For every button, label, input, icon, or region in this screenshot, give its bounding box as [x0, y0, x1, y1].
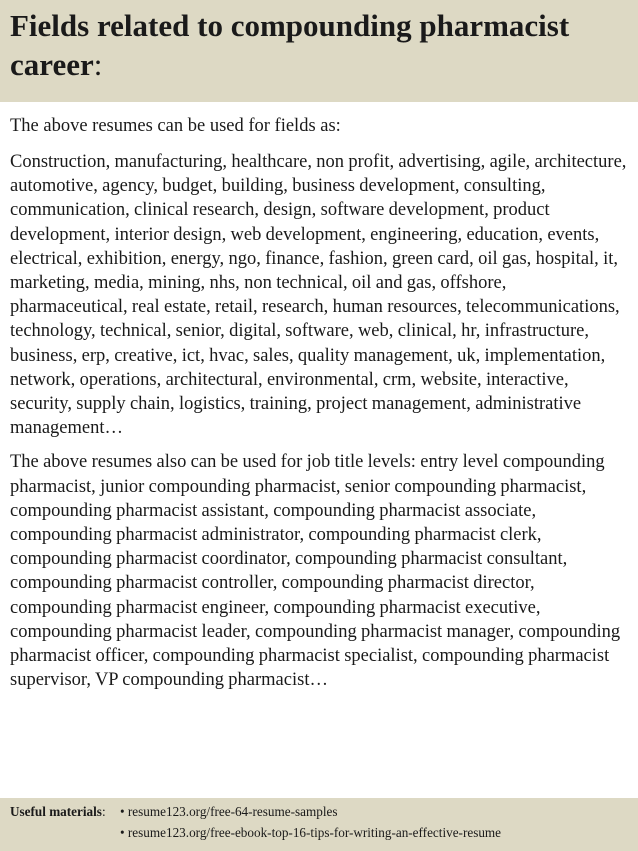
page-title-text: Fields related to compounding pharmacist career [10, 8, 570, 82]
main-content [0, 114, 638, 692]
job-levels-paragraph: The above resumes also can be used for job title levels: entry level compounding pharmacist, junior compounding pharmacist, senior compounding pharmacist, compounding pharmacist assistant, compounding pharmacist associate, compounding pharmacist administrator, compounding pharmacist clerk, compounding pharmacist coordinator, compounding pharmacist consultant, compounding pharmacist controller, compounding pharmacist director, compounding pharmacist engineer, compounding pharmacist executive, compounding pharmacist leader, compounding pharmacist manager, compounding pharmacist officer, compounding pharmacist specialist, compounding pharmacist supervisor, VP compounding pharmacist… [10, 452, 621, 691]
useful-materials-label [10, 801, 120, 822]
page-title [10, 6, 628, 84]
page-title-colon: : [93, 47, 103, 82]
useful-materials-label-colon: : [101, 804, 106, 819]
resource-link-ebook[interactable]: • resume123.org/free-ebook-top-16-tips-for-writing-an-effective-resume [120, 825, 502, 840]
title-band [0, 0, 638, 102]
fields-paragraph: Construction, manufacturing, healthcare, non profit, advertising, agile, architecture, automotive, agency, budget, building, business development, consulting, communication, clinical research, design, software development, product development, interior design, web development, engineering, education, events, electrical, exhibition, energy, ngo, finance, fashion, green card, oil gas, hospital, it, marketing, media, mining, nhs, non technical, oil and gas, offshore, pharmaceutical, real estate, retail, research, human resources, telecommunications, technology, technical, senior, digital, software, web, clinical, hr, infrastructure, business, erp, creative, ict, hvac, sales, quality management, uk, implementation, network, operations, architectural, environmental, crm, website, interactive, security, supply chain, logistics, training, project management, administrative management… [10, 152, 627, 439]
footer-row-2 [10, 822, 628, 843]
footer-row-1 [10, 801, 628, 822]
useful-materials-footer [0, 798, 638, 851]
resource-link-samples[interactable]: • resume123.org/free-64-resume-samples [120, 804, 338, 819]
intro-text: The above resumes can be used for fields as: [10, 116, 341, 136]
footer-label-spacer [10, 822, 120, 843]
useful-materials-label-text: Useful materials [10, 804, 102, 819]
